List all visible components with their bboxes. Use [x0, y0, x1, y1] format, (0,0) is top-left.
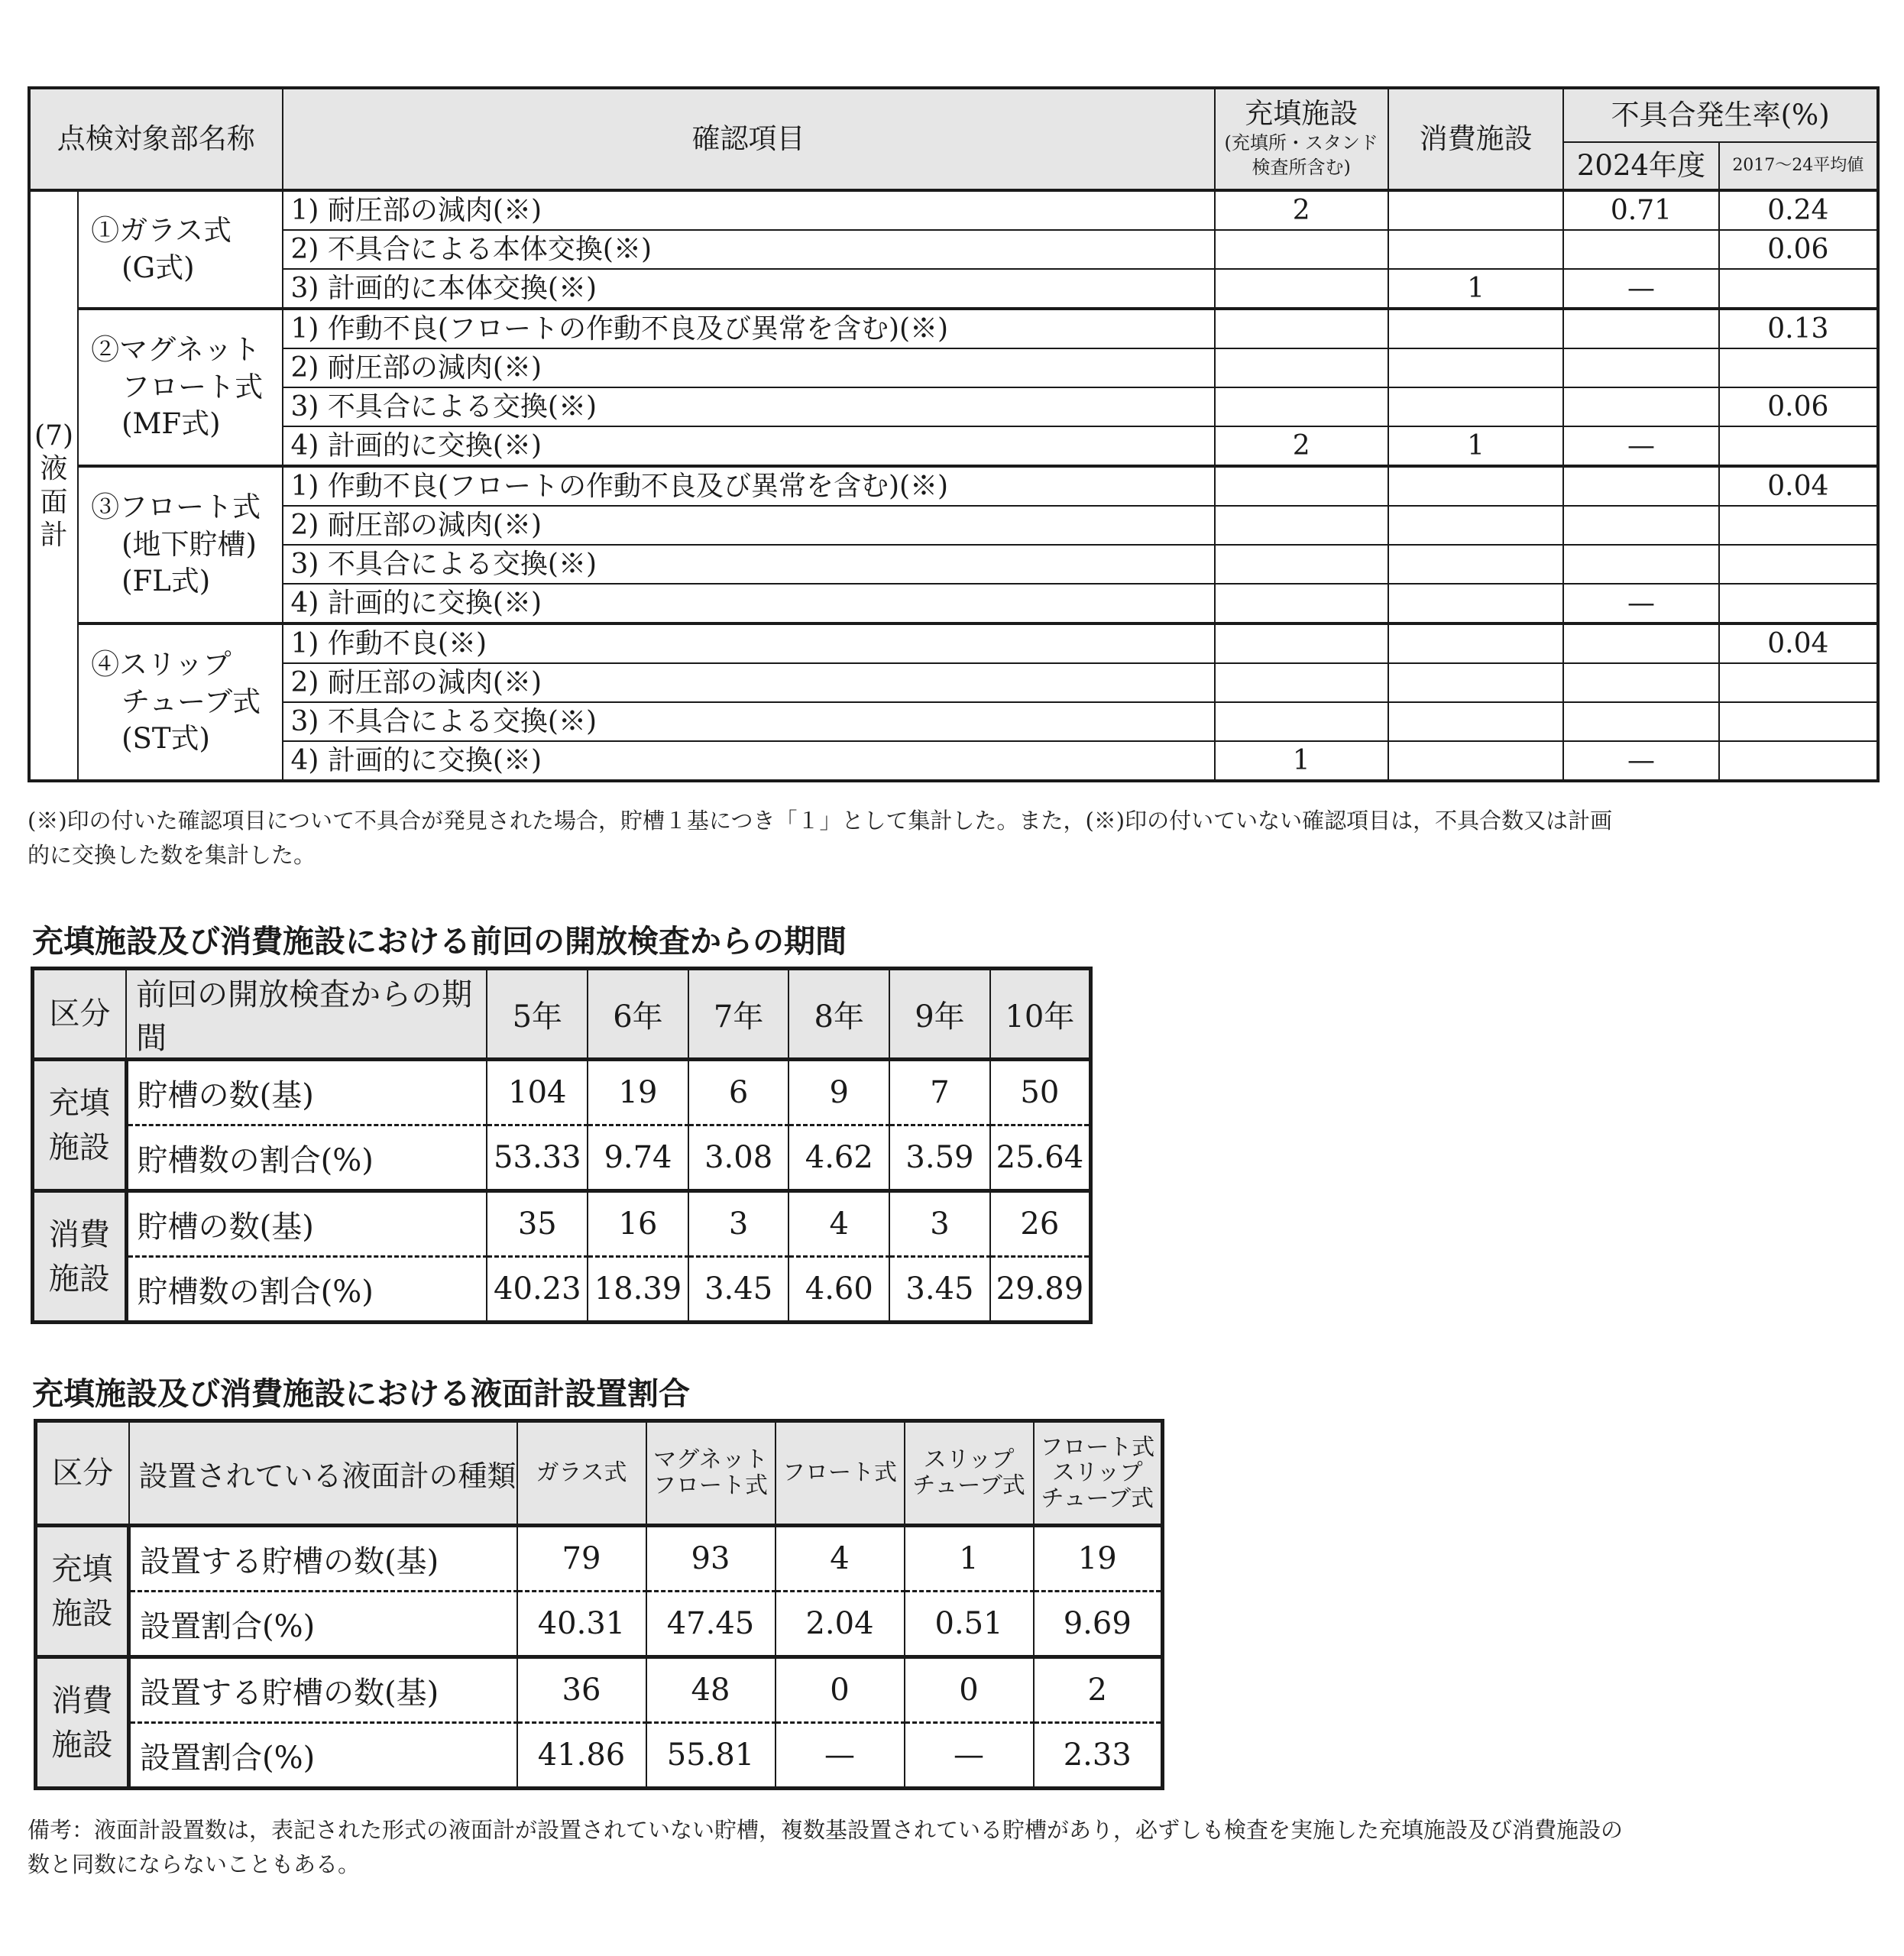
cell-rate2024 — [1563, 623, 1718, 663]
value-cell: 40.31 — [517, 1592, 646, 1657]
table-row — [36, 1657, 1163, 1723]
cell-consumption — [1388, 702, 1563, 741]
subcategory-cell — [78, 466, 282, 623]
table3-note-line1: 備考：液面計設置数は，表記された形式の液面計が設置されていない貯槽，複数基設置されている貯槽があり，必ずしも検査を実施した充填施設及び消費施設の — [28, 1817, 1624, 1843]
value-cell: 79 — [517, 1526, 646, 1592]
header-column-line: スリップ — [923, 1446, 1015, 1474]
subcategory-label: ①ガラス式 — [91, 213, 232, 247]
row-label: 設置する貯槽の数(基) — [129, 1657, 517, 1723]
value-cell: 19 — [1034, 1526, 1163, 1592]
table3-note-line2: 数と同数にならないこともある。 — [28, 1851, 361, 1877]
cell-rate2024 — [1563, 506, 1718, 545]
table3-title: 充填施設及び消費施設における液面計設置割合 — [32, 1375, 690, 1412]
value-cell: 47.45 — [646, 1592, 776, 1657]
cell-item: 3) 不具合による交換(※) — [283, 702, 1215, 741]
value-cell: 9 — [788, 1060, 889, 1125]
table1-note-line2: 的に交換した数を集計した。 — [28, 841, 316, 868]
cell-rate2024: 0.71 — [1563, 190, 1718, 230]
cell-filling — [1215, 584, 1388, 623]
value-cell: 2 — [1034, 1657, 1163, 1723]
cell-filling: 2 — [1215, 426, 1388, 466]
group-label — [36, 1657, 129, 1789]
subcategory-label: (G式) — [121, 251, 195, 284]
subcategory-cell — [78, 190, 282, 309]
header-consumption-facility: 消費施設 — [1388, 88, 1563, 190]
table2-title: 充填施設及び消費施設における前回の開放検査からの期間 — [32, 923, 847, 960]
table-row — [33, 1060, 1091, 1125]
cell-filling — [1215, 348, 1388, 387]
value-cell: 6 — [688, 1060, 789, 1125]
cell-consumption — [1388, 623, 1563, 663]
header-part-name: 点検対象部名称 — [29, 88, 283, 190]
value-cell: 26 — [990, 1191, 1091, 1257]
cell-avg: 0.06 — [1719, 230, 1878, 269]
group-label — [36, 1526, 129, 1657]
header-column — [905, 1421, 1034, 1526]
value-cell: 4.62 — [788, 1125, 889, 1191]
value-cell: 18.39 — [588, 1257, 688, 1323]
cell-avg: 0.13 — [1719, 309, 1878, 348]
cell-item: 3) 計画的に本体交換(※) — [283, 269, 1215, 309]
cell-rate2024 — [1563, 663, 1718, 702]
value-cell: 36 — [517, 1657, 646, 1723]
cell-avg — [1719, 702, 1878, 741]
cell-rate2024 — [1563, 348, 1718, 387]
main-category-cell — [29, 190, 78, 781]
value-cell: 7 — [889, 1060, 990, 1125]
cell-rate2024 — [1563, 387, 1718, 426]
header-column: 7年 — [688, 969, 789, 1060]
cell-item: 2) 耐圧部の減肉(※) — [283, 348, 1215, 387]
value-cell: 2.33 — [1034, 1723, 1163, 1789]
group-label — [33, 1191, 127, 1323]
cell-consumption — [1388, 545, 1563, 584]
cell-rate2024 — [1563, 545, 1718, 584]
cell-consumption: 1 — [1388, 426, 1563, 466]
value-cell: 40.23 — [487, 1257, 588, 1323]
header-column: 8年 — [788, 969, 889, 1060]
header-filling-facility-sub: (充填所・スタンド検査所含む) — [1224, 131, 1378, 179]
subcategory-label: ③フロート式 — [91, 490, 261, 523]
header-row — [33, 969, 1091, 1060]
cell-item: 1) 作動不良(フロートの作動不良及び異常を含む)(※) — [283, 466, 1215, 506]
cell-rate2024 — [1563, 230, 1718, 269]
cell-filling — [1215, 663, 1388, 702]
cell-consumption — [1388, 466, 1563, 506]
cell-filling — [1215, 466, 1388, 506]
cell-item: 2) 耐圧部の減肉(※) — [283, 663, 1215, 702]
subcategory-label: フロート式 — [121, 370, 264, 403]
table-row — [36, 1592, 1163, 1657]
header-column: 10年 — [990, 969, 1091, 1060]
value-cell: — — [776, 1723, 905, 1789]
header-column-line: フロート式 — [653, 1472, 768, 1499]
cell-consumption — [1388, 506, 1563, 545]
cell-avg: 0.24 — [1719, 190, 1878, 230]
cell-consumption — [1388, 309, 1563, 348]
value-cell: 25.64 — [990, 1125, 1091, 1191]
cell-item: 1) 耐圧部の減肉(※) — [283, 190, 1215, 230]
group-label-line: 充填 — [51, 1551, 113, 1587]
cell-avg — [1719, 426, 1878, 466]
value-cell: 55.81 — [646, 1723, 776, 1789]
inspection-interval-table — [31, 967, 1093, 1324]
cell-item: 2) 不具合による本体交換(※) — [283, 230, 1215, 269]
cell-rate2024: — — [1563, 741, 1718, 781]
subcategory-label: (地下貯槽) — [121, 527, 257, 561]
cell-item: 4) 計画的に交換(※) — [283, 741, 1215, 781]
row-label: 貯槽の数(基) — [126, 1191, 487, 1257]
cell-avg — [1719, 584, 1878, 623]
cell-item: 3) 不具合による交換(※) — [283, 387, 1215, 426]
table-row — [29, 702, 1878, 741]
cell-avg: 0.04 — [1719, 623, 1878, 663]
table-row — [33, 1257, 1091, 1323]
group-label-line: 施設 — [51, 1727, 113, 1763]
row-label: 設置する貯槽の数(基) — [129, 1526, 517, 1592]
cell-rate2024: — — [1563, 269, 1718, 309]
subcategory-label: (ST式) — [121, 722, 210, 756]
main-category-text: 面 — [40, 486, 68, 518]
main-category-text: 計 — [40, 519, 68, 551]
value-cell: 19 — [588, 1060, 688, 1125]
header-column: 5年 — [487, 969, 588, 1060]
cell-consumption — [1388, 663, 1563, 702]
cell-item: 1) 作動不良(フロートの作動不良及び異常を含む)(※) — [283, 309, 1215, 348]
table-row — [29, 545, 1878, 584]
group-label-line: 消費 — [51, 1682, 113, 1718]
row-label: 設置割合(%) — [129, 1592, 517, 1657]
row-label: 貯槽数の割合(%) — [126, 1257, 487, 1323]
header-column-line: フロート式 — [1040, 1433, 1155, 1461]
table-row — [29, 269, 1878, 309]
cell-item: 4) 計画的に交換(※) — [283, 426, 1215, 466]
table-row — [33, 1125, 1091, 1191]
header-column — [517, 1421, 646, 1526]
table-row — [29, 190, 1878, 230]
level-gauge-ratio-table — [34, 1419, 1164, 1790]
value-cell: 3.45 — [688, 1257, 789, 1323]
value-cell: 4 — [788, 1191, 889, 1257]
value-cell: 0 — [776, 1657, 905, 1723]
table-row — [29, 741, 1878, 781]
value-cell: 41.86 — [517, 1723, 646, 1789]
header-column: 6年 — [588, 969, 688, 1060]
cell-rate2024 — [1563, 702, 1718, 741]
header-column — [1034, 1421, 1163, 1526]
subcategory-label: (FL式) — [121, 565, 211, 598]
value-cell: 3 — [889, 1191, 990, 1257]
cell-filling — [1215, 506, 1388, 545]
header-column-line: スリップ — [1051, 1459, 1143, 1487]
cell-rate2024 — [1563, 309, 1718, 348]
main-category-text: (7) — [34, 420, 74, 452]
cell-item: 1) 作動不良(※) — [283, 623, 1215, 663]
value-cell: — — [905, 1723, 1034, 1789]
value-cell: 50 — [990, 1060, 1091, 1125]
cell-filling — [1215, 702, 1388, 741]
value-cell: 9.69 — [1034, 1592, 1163, 1657]
header-avg-2017-24: 2017～24平均値 — [1719, 142, 1878, 190]
cell-consumption — [1388, 348, 1563, 387]
table-row — [29, 466, 1878, 506]
cell-item: 4) 計画的に交換(※) — [283, 584, 1215, 623]
table-row — [29, 506, 1878, 545]
value-cell: 1 — [905, 1526, 1034, 1592]
cell-consumption — [1388, 387, 1563, 426]
table-row — [29, 309, 1878, 348]
table-row — [36, 1526, 1163, 1592]
cell-avg: 0.06 — [1719, 387, 1878, 426]
header-column-line: フロート式 — [782, 1459, 897, 1487]
table-row — [33, 1191, 1091, 1257]
subcategory-label: (MF式) — [121, 407, 221, 441]
header-division: 区分 — [33, 969, 127, 1060]
cell-consumption: 1 — [1388, 269, 1563, 309]
header-division: 区分 — [36, 1421, 129, 1526]
value-cell: 2.04 — [776, 1592, 905, 1657]
cell-filling — [1215, 623, 1388, 663]
value-cell: 9.74 — [588, 1125, 688, 1191]
value-cell: 3.08 — [688, 1125, 789, 1191]
cell-filling: 2 — [1215, 190, 1388, 230]
table-row — [29, 348, 1878, 387]
cell-filling — [1215, 387, 1388, 426]
cell-consumption — [1388, 584, 1563, 623]
row-label: 設置割合(%) — [129, 1723, 517, 1789]
value-cell: 4 — [776, 1526, 905, 1592]
header-row — [36, 1421, 1163, 1526]
table1-note — [28, 804, 1884, 873]
header-label: 前回の開放検査からの期間 — [126, 969, 487, 1060]
inspection-defect-table — [28, 86, 1880, 782]
cell-avg — [1719, 741, 1878, 781]
value-cell: 29.89 — [990, 1257, 1091, 1323]
value-cell: 35 — [487, 1191, 588, 1257]
header-label: 設置されている液面計の種類 — [129, 1421, 517, 1526]
subcategory-cell — [78, 309, 282, 466]
group-label-line: 消費 — [48, 1216, 110, 1252]
table-row — [29, 663, 1878, 702]
cell-filling — [1215, 269, 1388, 309]
subcategory-cell — [78, 623, 282, 781]
group-label-line: 施設 — [51, 1595, 113, 1631]
cell-avg — [1719, 663, 1878, 702]
header-check-item: 確認項目 — [283, 88, 1215, 190]
table-row — [29, 623, 1878, 663]
cell-rate2024: — — [1563, 426, 1718, 466]
cell-avg — [1719, 348, 1878, 387]
table-row — [29, 584, 1878, 623]
value-cell: 0 — [905, 1657, 1034, 1723]
table1-note-line1: (※)印の付いた確認項目について不具合が発見された場合，貯槽１基につき「１」として集計した。また，(※)印の付いていない確認項目は，不具合数又は計画 — [28, 808, 1613, 834]
header-column-line: チューブ式 — [1041, 1485, 1154, 1512]
cell-avg — [1719, 269, 1878, 309]
cell-consumption — [1388, 190, 1563, 230]
value-cell: 0.51 — [905, 1592, 1034, 1657]
value-cell: 48 — [646, 1657, 776, 1723]
header-year-2024: 2024年度 — [1563, 142, 1718, 190]
cell-avg — [1719, 545, 1878, 584]
row-label: 貯槽数の割合(%) — [126, 1125, 487, 1191]
value-cell: 4.60 — [788, 1257, 889, 1323]
header-column-line: マグネット — [653, 1446, 768, 1474]
cell-item: 2) 耐圧部の減肉(※) — [283, 506, 1215, 545]
header-filling-facility-label: 充填施設 — [1245, 97, 1358, 131]
cell-consumption — [1388, 230, 1563, 269]
header-column — [776, 1421, 905, 1526]
subcategory-label: ②マグネット — [91, 332, 261, 366]
value-cell: 3.59 — [889, 1125, 990, 1191]
header-filling-facility — [1215, 88, 1388, 190]
header-column-line: ガラス式 — [536, 1459, 627, 1487]
header-column: 9年 — [889, 969, 990, 1060]
group-label — [33, 1060, 127, 1191]
table-row — [29, 426, 1878, 466]
cell-avg: 0.04 — [1719, 466, 1878, 506]
cell-item: 3) 不具合による交換(※) — [283, 545, 1215, 584]
table3-note — [28, 1813, 1884, 1882]
table-row — [29, 387, 1878, 426]
group-label-line: 施設 — [48, 1129, 110, 1165]
value-cell: 16 — [588, 1191, 688, 1257]
group-label-line: 充填 — [48, 1085, 110, 1121]
subcategory-label: チューブ式 — [121, 685, 261, 718]
value-cell: 3.45 — [889, 1257, 990, 1323]
cell-avg — [1719, 506, 1878, 545]
main-category-text: 液 — [40, 453, 68, 485]
cell-filling — [1215, 309, 1388, 348]
table-row — [29, 230, 1878, 269]
row-label: 貯槽の数(基) — [126, 1060, 487, 1125]
value-cell: 3 — [688, 1191, 789, 1257]
header-column — [646, 1421, 776, 1526]
header-column-line: チューブ式 — [912, 1472, 1025, 1499]
table-row — [36, 1723, 1163, 1789]
cell-consumption — [1388, 741, 1563, 781]
group-label-line: 施設 — [48, 1261, 110, 1297]
cell-filling: 1 — [1215, 741, 1388, 781]
cell-filling — [1215, 230, 1388, 269]
subcategory-label: ④スリップ — [91, 647, 232, 681]
cell-rate2024: — — [1563, 584, 1718, 623]
header-defect-rate: 不具合発生率(%) — [1563, 88, 1878, 142]
value-cell: 53.33 — [487, 1125, 588, 1191]
value-cell: 93 — [646, 1526, 776, 1592]
cell-rate2024 — [1563, 466, 1718, 506]
value-cell: 104 — [487, 1060, 588, 1125]
cell-filling — [1215, 545, 1388, 584]
